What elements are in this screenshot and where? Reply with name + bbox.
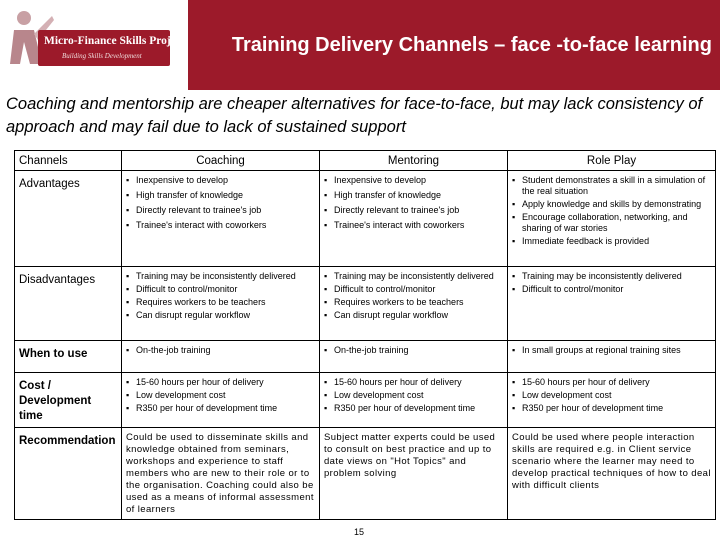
table-cell	[122, 171, 320, 267]
list-item: ▪ R350 per hour of development time	[126, 403, 315, 414]
list-item: ▪ Training may be inconsistently delivered	[324, 271, 503, 282]
list-item: ▪ On-the-job training	[126, 345, 315, 356]
logo	[0, 0, 188, 90]
list-item: ▪ Student demonstrates a skill in a simulation of the real situation	[512, 175, 711, 197]
row-label: Disadvantages	[15, 267, 122, 341]
table-cell	[122, 341, 320, 373]
list-item: ▪ Training may be inconsistently delivered	[512, 271, 711, 282]
row-label: When to use	[15, 341, 122, 373]
table-cell	[508, 171, 716, 267]
list-item: ▪ Training may be inconsistently delivered	[126, 271, 315, 282]
recommendation-mentoring: Subject matter experts could be used to consult on best practice and up to date views on "Hot Topics" and problem solving	[320, 428, 508, 520]
table-row-advantages	[15, 171, 716, 267]
list-item: ▪ Low development cost	[126, 390, 315, 401]
logo-tagline: Building Skills Development	[62, 52, 142, 60]
list-item: ▪ Trainee's interact with coworkers	[324, 220, 503, 231]
channels-table	[14, 150, 716, 520]
page-number: 15	[354, 527, 365, 537]
list-item: ▪ Difficult to control/monitor	[512, 284, 711, 295]
list-item: ▪ R350 per hour of development time	[324, 403, 503, 414]
slide-subtitle: Coaching and mentorship are cheaper alternatives for face-to-face, but may lack consistency of approach and may fail due to lack of sustained support	[6, 95, 703, 136]
row-label: Advantages	[15, 171, 122, 267]
table-row-disadvantages	[15, 267, 716, 341]
list-item: ▪ Requires workers to be teachers	[126, 297, 315, 308]
column-header-coaching: Coaching	[122, 151, 320, 171]
recommendation-role-play: Could be used where people interaction skills are required e.g. in Client service scenario where the learner may need to develop practical techniques of how to deal with difficult clients	[508, 428, 716, 520]
header-banner	[0, 0, 720, 90]
list-item: ▪ 15-60 hours per hour of delivery	[324, 377, 503, 388]
list-item: ▪ High transfer of knowledge	[126, 190, 315, 201]
list-item: ▪ 15-60 hours per hour of delivery	[512, 377, 711, 388]
list-item: ▪ Low development cost	[324, 390, 503, 401]
list-item: ▪ Directly relevant to trainee's job	[324, 205, 503, 216]
recommendation-coaching: Could be used to disseminate skills and knowledge obtained from seminars, workshops and experience to staff members who are new to their role or to the organisation. Coaching could also be used as a means of informal assessment of learners	[122, 428, 320, 520]
table-header-row	[15, 151, 716, 171]
list-item: ▪ R350 per hour of development time	[512, 403, 711, 414]
table-cell	[508, 373, 716, 428]
list-item: ▪ Inexpensive to develop	[324, 175, 503, 186]
table-cell	[508, 341, 716, 373]
page-title: Training Delivery Channels – face -to-face learning	[231, 34, 712, 56]
table-row-when-to-use	[15, 341, 716, 373]
table-cell	[508, 267, 716, 341]
table-cell	[122, 267, 320, 341]
logo-title: Micro-Finance Skills Project	[44, 35, 185, 47]
table-cell	[320, 341, 508, 373]
list-item: ▪ Difficult to control/monitor	[126, 284, 315, 295]
list-item: ▪ Inexpensive to develop	[126, 175, 315, 186]
list-item: ▪ Apply knowledge and skills by demonstrating	[512, 199, 711, 210]
list-item: ▪ High transfer of knowledge	[324, 190, 503, 201]
list-item: ▪ Trainee's interact with coworkers	[126, 220, 315, 231]
row-label: Recommendation	[15, 428, 122, 520]
list-item: ▪ Encourage collaboration, networking, and sharing of war stories	[512, 212, 711, 234]
row-label: Cost / Development time	[15, 373, 122, 428]
list-item: ▪ In small groups at regional training sites	[512, 345, 711, 356]
column-header-role-play: Role Play	[508, 151, 716, 171]
table-cell	[320, 171, 508, 267]
table-row-cost	[15, 373, 716, 428]
list-item: ▪ Can disrupt regular workflow	[126, 310, 315, 321]
table-cell	[320, 267, 508, 341]
list-item: ▪ Can disrupt regular workflow	[324, 310, 503, 321]
list-item: ▪ On-the-job training	[324, 345, 503, 356]
column-header-mentoring: Mentoring	[320, 151, 508, 171]
table-cell	[320, 373, 508, 428]
list-item: ▪ Immediate feedback is provided	[512, 236, 711, 247]
list-item: ▪ Directly relevant to trainee's job	[126, 205, 315, 216]
list-item: ▪ Requires workers to be teachers	[324, 297, 503, 308]
list-item: ▪ 15-60 hours per hour of delivery	[126, 377, 315, 388]
table-row-recommendation	[15, 428, 716, 520]
list-item: ▪ Low development cost	[512, 390, 711, 401]
column-header-channels: Channels	[15, 151, 122, 171]
table-cell	[122, 373, 320, 428]
list-item: ▪ Difficult to control/monitor	[324, 284, 503, 295]
